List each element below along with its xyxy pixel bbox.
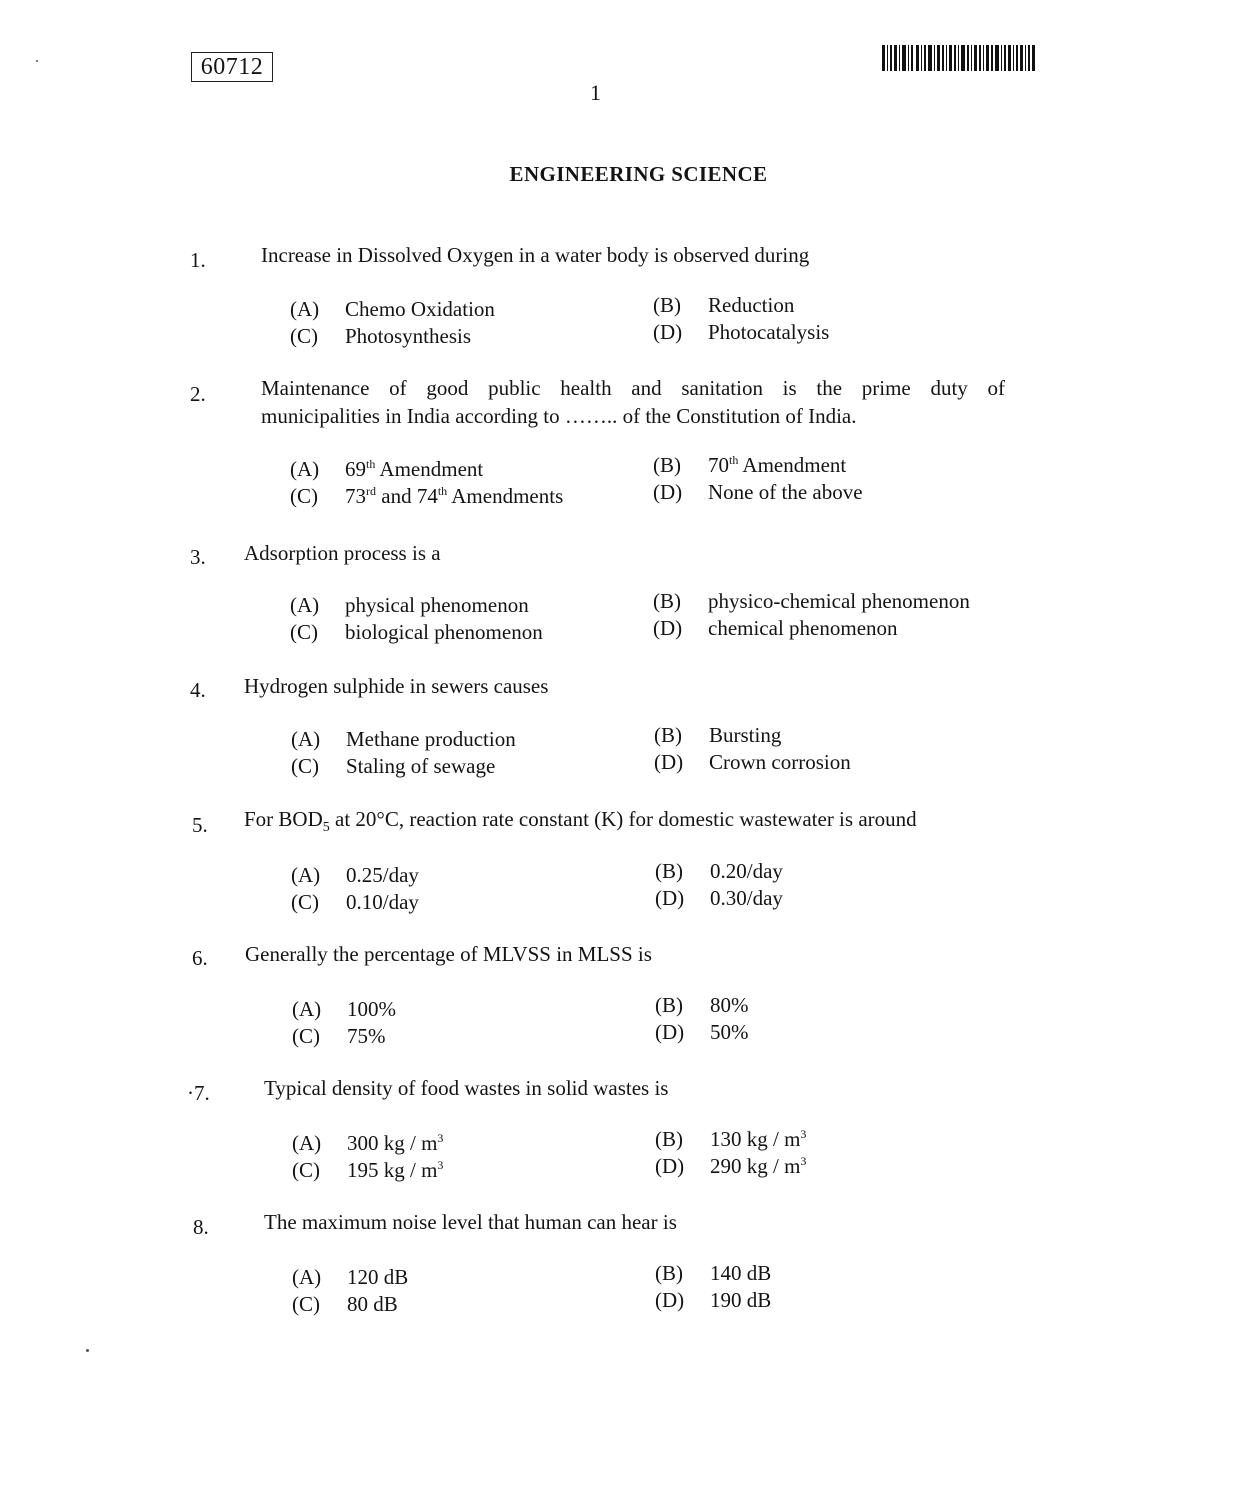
question-number: 3. [190,545,206,569]
option-d: (D) 190 dB [655,1288,772,1312]
question-number: 4. [190,678,206,702]
question-text: The maximum noise level that human can hear is [264,1210,677,1234]
option-b: (B) 130 kg / $m^3$ [655,1127,807,1151]
option-d: (D) 290 kg / $m^3$ [655,1154,807,1178]
question-number: 8. [193,1215,209,1239]
option-d: (D) None of the above [653,480,863,504]
question-number: ·7. [187,1081,210,1105]
option-c: (C) 75% [292,1024,386,1048]
question-number: 2. [190,382,206,406]
option-d: (D) Crown corrosion [654,750,851,774]
option-a: (A) 300 kg / $m^3$ [292,1131,444,1155]
page-title: ENGINEERING SCIENCE [509,162,768,186]
option-a: (A) 100% [292,997,396,1021]
option-d: (D) 50% [655,1020,749,1044]
question-text: Generally the percentage of MLVSS in MLSS is [245,942,652,966]
option-c: (C) biological phenomenon [290,620,543,644]
question-text: Increase in Dissolved Oxygen in a water body is observed during [261,243,810,267]
question-text: Adsorption process is a [244,541,441,565]
option-a: (A) Chemo Oxidation [290,297,495,321]
question-text: Typical density of food wastes in solid wastes is [264,1076,669,1100]
option-d: (D) 0.30/day [655,886,783,910]
option-c: (C) 195 kg / $m^3$ [292,1158,444,1182]
option-c: (C) Staling of sewage [291,754,496,778]
question-number: 1. [190,248,206,272]
question-text-line-1: Maintenance of good public health and sanitation is the prime duty of [261,376,1005,400]
option-a: (A) 0.25/day [291,863,419,887]
question-text-line-2: municipalities in India according to …….. of the Constitution of India. [261,404,857,428]
option-b: (B) 70th Amendment [653,453,847,477]
option-a: (A) physical phenomenon [290,593,529,617]
option-c: (C) 73rd and 74th Amendments [290,484,564,508]
option-a: (A) Methane production [291,727,516,751]
option-b: (B) 0.20/day [655,859,783,883]
paper-code: 60712 [191,52,273,82]
option-b: (B) Reduction [653,293,795,317]
question-number: 6. [192,946,208,970]
question-text: For $BOD_5$ at 20°C, reaction rate constant (K) for domestic wastewater is around [244,807,917,836]
option-d: (D) Photocatalysis [653,320,830,344]
option-b: (B) Bursting [654,723,782,747]
option-c: (C) 0.10/day [291,890,419,914]
option-b: (B) physico-chemical phenomenon [653,589,970,613]
option-b: (B) 140 dB [655,1261,772,1285]
barcode-icon [882,45,1035,71]
option-d: (D) chemical phenomenon [653,616,898,640]
option-a: (A) 120 dB [292,1265,409,1289]
option-c: (C) Photosynthesis [290,324,472,348]
question-number: 5. [192,813,208,837]
scan-speck [36,60,38,62]
option-b: (B) 80% [655,993,749,1017]
option-c: (C) 80 dB [292,1292,398,1316]
question-text: Hydrogen sulphide in sewers causes [244,674,549,698]
option-a: (A) 69th Amendment [290,457,484,481]
page-number: 1 [590,80,601,105]
scan-speck [86,1349,89,1352]
